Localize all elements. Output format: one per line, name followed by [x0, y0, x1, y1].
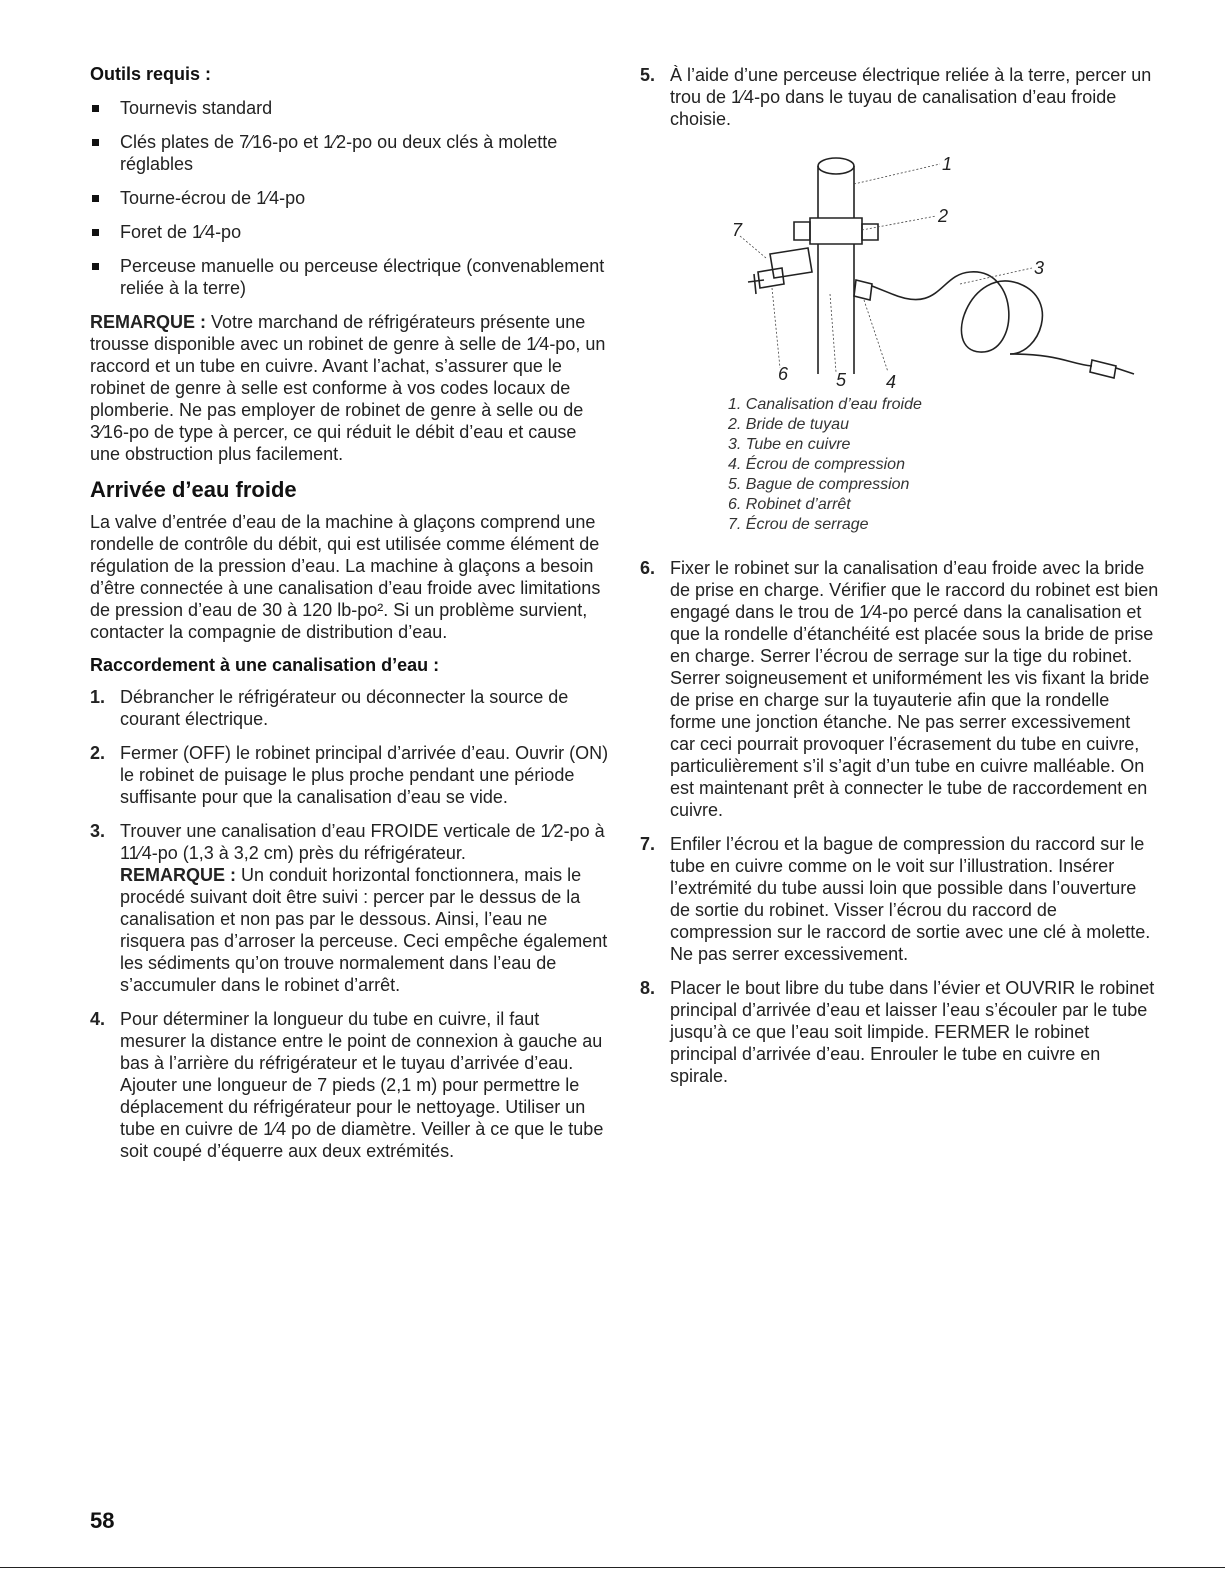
step-item	[640, 64, 1160, 130]
step-note	[120, 864, 610, 996]
steps-list-right	[640, 557, 1160, 1087]
step-text: Fermer (OFF) le robinet principal d’arrivée d’eau. Ouvrir (ON) le robinet de puisage le plus proche pendant une période suffisante pour que la canalisation d’eau se vide.	[120, 743, 609, 807]
tools-heading: Outils requis :	[90, 64, 212, 84]
leader-line-5	[830, 294, 836, 372]
step-number: 4.	[90, 1009, 106, 1029]
note-label: REMARQUE :	[90, 312, 206, 332]
pipe-top	[818, 158, 854, 174]
step-text: Débrancher le réfrigérateur ou déconnecter la source de courant électrique.	[120, 687, 569, 729]
note-text: Votre marchand de réfrigérateurs présente une trousse disponible avec un robinet de genre à selle de 1⁄4-po, un raccord et un tube en cuivre. Avant l’achat, s’assurer que le robinet de genre à selle est conforme à vos codes locaux de plomberie. Ne pas employer de robinet de genre à selle ou de 3⁄16-po de type à percer, ce qui réduit le débit d’eau et cause une obstruction plus facilement.	[90, 312, 606, 464]
leader-line-2	[862, 216, 936, 230]
valve-illustration	[640, 144, 1160, 389]
steps-list-right-top	[640, 64, 1160, 130]
copper-tube-end	[1010, 354, 1092, 366]
copper-tube-coil	[892, 272, 1042, 354]
leader-line-4	[864, 300, 888, 372]
callout-4: 4	[886, 372, 897, 389]
step-number: 1.	[90, 687, 106, 707]
step-number: 5.	[640, 65, 656, 85]
callout-1: 1	[942, 154, 953, 174]
figure-captions	[728, 395, 1160, 535]
leader-line-7	[740, 236, 766, 258]
right-column	[640, 64, 1160, 1099]
step-note-label: REMARQUE :	[120, 865, 236, 885]
leader-line-6	[772, 288, 780, 368]
steps-list-left	[90, 686, 610, 1162]
step-number: 7.	[640, 834, 656, 854]
step-item	[90, 686, 610, 730]
section-title: Arrivée d’eau froide	[90, 477, 297, 502]
caption-item: 3. Tube en cuivre	[728, 436, 851, 453]
sub-heading: Raccordement à une canalisation d’eau :	[90, 655, 440, 675]
step-item	[640, 833, 1160, 965]
caption-item: 2. Bride de tuyau	[728, 416, 849, 433]
tools-list	[90, 97, 610, 299]
valve-diagram	[640, 144, 1160, 389]
caption-item: 5. Bague de compression	[728, 476, 910, 493]
step-text: Enfiler l’écrou et la bague de compression du raccord sur le tube en cuivre comme on le voit sur l’illustration. Insérer l’extrémité du tube aussi loin que possible dans l’ouverture de sortie du robinet. Visser l’écrou du raccord de compression sur le raccord de sortie avec une clé à molette. Ne pas serrer excessivement.	[670, 834, 1151, 964]
cold-water-pipe	[818, 166, 854, 374]
step-item	[640, 977, 1160, 1087]
callout-6: 6	[778, 364, 789, 384]
valve-handle	[748, 274, 764, 294]
callout-2: 2	[938, 206, 949, 226]
compression-nut	[854, 280, 872, 300]
caption-item: 4. Écrou de compression	[728, 456, 905, 473]
left-column	[90, 64, 610, 1174]
tube-tip	[1116, 368, 1134, 374]
list-item: Perceuse manuelle ou perceuse électrique (convenablement reliée à la terre)	[90, 255, 610, 299]
step-note-text: Un conduit horizontal fonctionnera, mais le procédé suivant doit être suivi : percer par le dessus de la canalisation et non pas par le dessous. Ainsi, l’eau ne risquera pas d’arroser la perceuse. Ceci empêche également les sédiments qu’on trouve normalement dans l’eau de s’accumuler dans le robinet d’arrêt.	[120, 865, 608, 995]
list-item: Tourne-écrou de 1⁄4-po	[90, 187, 610, 209]
step-text: À l’aide d’une perceuse électrique reliée à la terre, percer un trou de 1⁄4-po dans le tuyau de canalisation d’eau froide choisie.	[670, 65, 1152, 129]
caption-item: 7. Écrou de serrage	[728, 516, 869, 533]
section-paragraph: La valve d’entrée d’eau de la machine à glaçons comprend une rondelle de contrôle du débit, qui est utilisée comme élément de régulation de la pression d’eau. La machine à glaçons a besoin d’être connectée à une canalisation d’eau froide avec limitations de pression d’eau de 30 à 120 lb-po². Si un problème survient, contacter la compagnie de distribution d’eau.	[90, 512, 601, 642]
callout-5: 5	[836, 370, 847, 389]
tube-end-fitting	[1090, 360, 1116, 378]
step-text: Pour déterminer la longueur du tube en cuivre, il faut mesurer la distance entre le point de connexion à gauche au bas à l’arrière du réfrigérateur et le tuyau d’arrivée d’eau. Ajouter une longueur de 7 pieds (2,1 m) pour permettre le déplacement du réfrigérateur pour le nettoyage. Utiliser un tube en cuivre de 1⁄4 po de diamètre. Veiller à ce que le tube soit coupé d’équerre aux deux extrémités.	[120, 1009, 604, 1161]
list-item: Foret de 1⁄4-po	[90, 221, 610, 243]
step-item	[90, 820, 610, 996]
pipe-clamp	[810, 218, 862, 244]
valve-body	[770, 248, 812, 278]
page-number: 58	[90, 1508, 115, 1533]
list-item: Tournevis standard	[90, 97, 610, 119]
step-number: 8.	[640, 978, 656, 998]
list-item: Clés plates de 7⁄16-po et 1⁄2-po ou deux clés à molette réglables	[90, 131, 610, 175]
step-item	[90, 1008, 610, 1162]
step-text: Placer le bout libre du tube dans l’évier et OUVRIR le robinet principal d’arrivée d’eau et laisser l’eau s’écouler par le tube jusqu’à ce que l’eau soit limpide. FERMER le robinet principal d’arrivée d’eau. Enrouler le tube en cuivre en spirale.	[670, 978, 1155, 1086]
caption-item: 1. Canalisation d’eau froide	[728, 396, 922, 413]
step-number: 2.	[90, 743, 106, 763]
note-paragraph	[90, 311, 610, 465]
step-number: 6.	[640, 558, 656, 578]
step-text: Trouver une canalisation d’eau FROIDE verticale de 1⁄2-po à 11⁄4-po (1,3 à 3,2 cm) près du réfrigérateur.	[120, 821, 605, 863]
callout-3: 3	[1034, 258, 1045, 278]
leader-line-1	[854, 164, 940, 184]
step-item	[640, 557, 1160, 821]
caption-item: 6. Robinet d’arrêt	[728, 496, 851, 513]
tube-start	[872, 286, 892, 294]
step-number: 3.	[90, 821, 106, 841]
callout-7: 7	[732, 220, 743, 240]
step-text: Fixer le robinet sur la canalisation d’eau froide avec la bride de prise en charge. Vérifier que le raccord du robinet est bien engagé dans le trou de 1⁄4-po percé dans la canalisation et que la rondelle d’étanchéité est placée sous la bride de prise en charge. Serrer l’écrou de serrage sur la tige du robinet. Serrer soigneusement et uniformément les vis fixant la bride de prise en charge sur la tuyauterie afin que la rondelle forme une jonction étanche. Ne pas serrer excessivement car ceci pourrait provoquer l’écrasement du tube en cuivre, particulièrement s’il s’agit d’un tube en cuivre malléable. On est maintenant prêt à connecter le tube de raccordement en cuivre.	[670, 558, 1159, 820]
bottom-rule	[0, 1567, 1225, 1568]
step-item	[90, 742, 610, 808]
